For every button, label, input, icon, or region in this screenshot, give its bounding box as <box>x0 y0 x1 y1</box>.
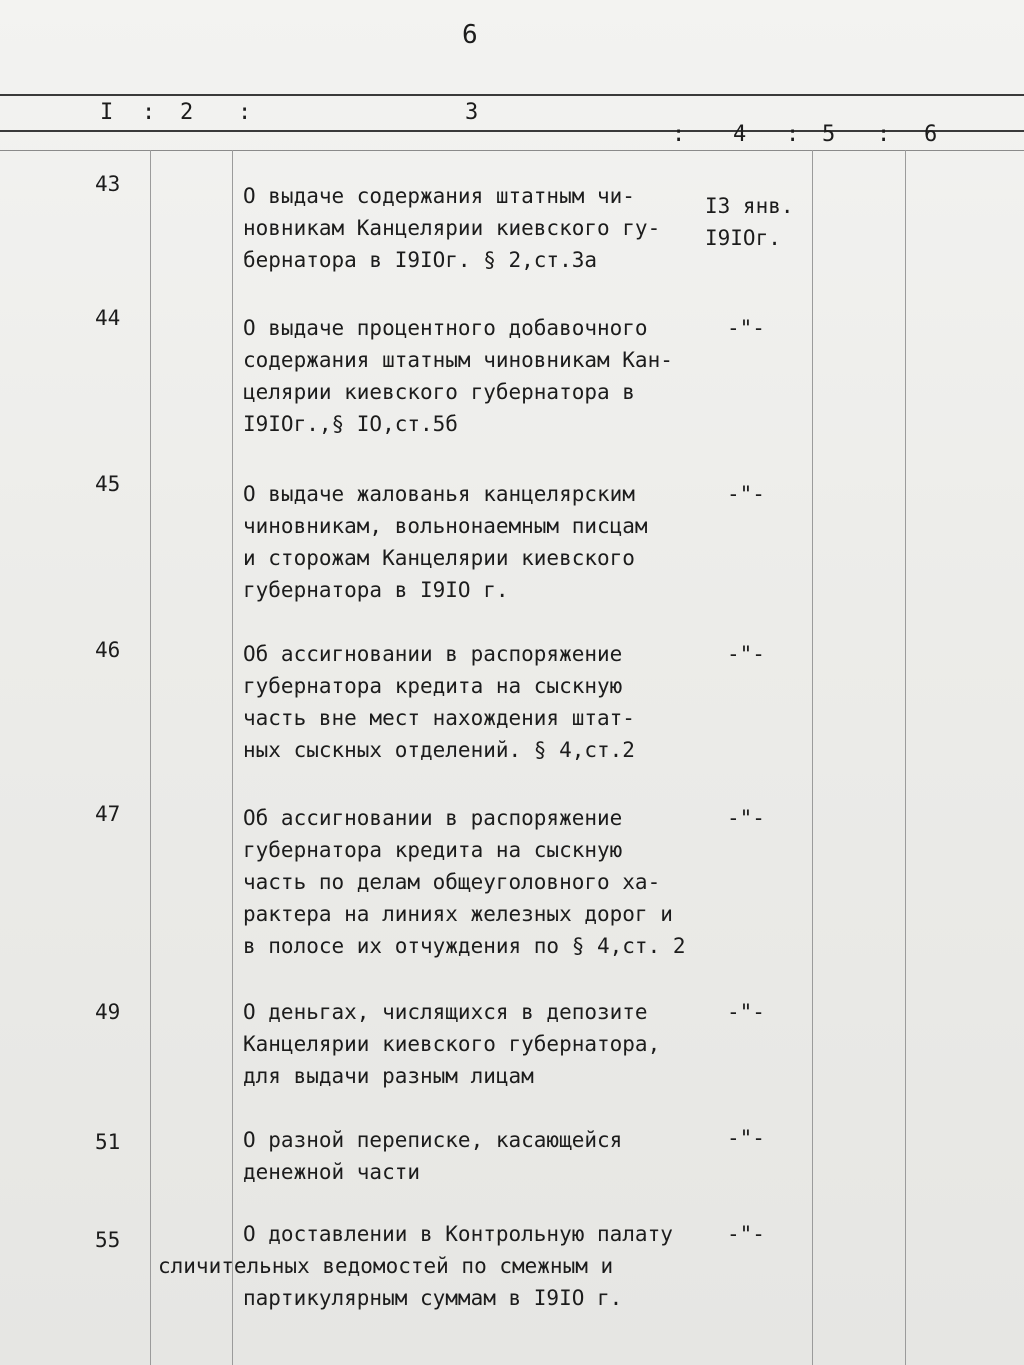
column-separator: : <box>672 122 686 147</box>
column-separator: : <box>786 122 800 147</box>
row-number: 55 <box>95 1228 121 1252</box>
row-title-line: О доставлении в Контрольную палату <box>243 1222 673 1246</box>
row-title <box>158 1218 763 1314</box>
row-title: Об ассигновании в распоряжение губернатора кредита на сыскную часть по делам общеуголовного ха- рактера на линиях железных дорог и в полосе их отчуждения по § 4,ст. 2 <box>243 806 686 958</box>
column-header-6: 6 <box>924 122 938 147</box>
column-separator: : <box>238 100 252 125</box>
column-header-2: 2 <box>180 100 194 125</box>
row-title-line: партикулярным суммам в I9IO г. <box>243 1286 623 1310</box>
column-line <box>150 150 151 1365</box>
row-ditto-mark: -"- <box>727 1126 765 1150</box>
row-title: О выдаче содержания штатным чи- новникам Канцелярии киевского гу- бернатора в I9IOг. § 2,ст.3а <box>243 184 661 272</box>
row-ditto-mark: -"- <box>727 642 765 666</box>
column-header-5: 5 <box>822 122 836 147</box>
column-line <box>232 150 233 1365</box>
column-separator: : <box>877 122 891 147</box>
row-number: 45 <box>95 472 121 496</box>
column-separator: : <box>142 100 156 125</box>
row-number: 51 <box>95 1130 121 1154</box>
row-number: 47 <box>95 802 121 826</box>
header-bottom-rule <box>0 130 1024 132</box>
row-number: 49 <box>95 1000 121 1024</box>
header-top-rule <box>0 94 1024 96</box>
column-header-1: I <box>100 100 114 125</box>
column-line <box>905 150 906 1365</box>
row-ditto-mark: -"- <box>727 1222 765 1246</box>
row-title: О деньгах, числящихся в депозите Канцелярии киевского губернатора, для выдачи разным лицам <box>243 1000 661 1088</box>
row-number: 46 <box>95 638 121 662</box>
row-ditto-mark: -"- <box>727 316 765 340</box>
row-title: Об ассигновании в распоряжение губернатора кредита на сыскную часть вне мест нахождения штат- ных сыскных отделений. § 4,ст.2 <box>243 642 635 762</box>
row-title: О разной переписке, касающейся денежной части <box>243 1128 623 1184</box>
column-header-3: 3 <box>465 100 479 125</box>
row-title: О выдаче жалованья канцелярским чиновникам, вольнонаемным писцам и сторожам Канцелярии киевского губернатора в I9IO г. <box>243 482 648 602</box>
row-number: 43 <box>95 172 121 196</box>
header-thin-rule <box>0 150 1024 151</box>
column-line <box>812 150 813 1365</box>
row-title-line: сличительных ведомостей по смежным и <box>158 1254 614 1278</box>
column-header-4: 4 <box>733 122 747 147</box>
row-date: I3 янв. I9IOг. <box>705 194 794 250</box>
row-ditto-mark: -"- <box>727 806 765 830</box>
row-ditto-mark: -"- <box>727 1000 765 1024</box>
page-number: 6 <box>462 20 478 50</box>
row-number: 44 <box>95 306 121 330</box>
row-title: О выдаче процентного добавочного содержания штатным чиновникам Кан- целярии киевского губернатора в I9IOг.,§ IO,ст.5б <box>243 316 673 436</box>
row-ditto-mark: -"- <box>727 482 765 506</box>
